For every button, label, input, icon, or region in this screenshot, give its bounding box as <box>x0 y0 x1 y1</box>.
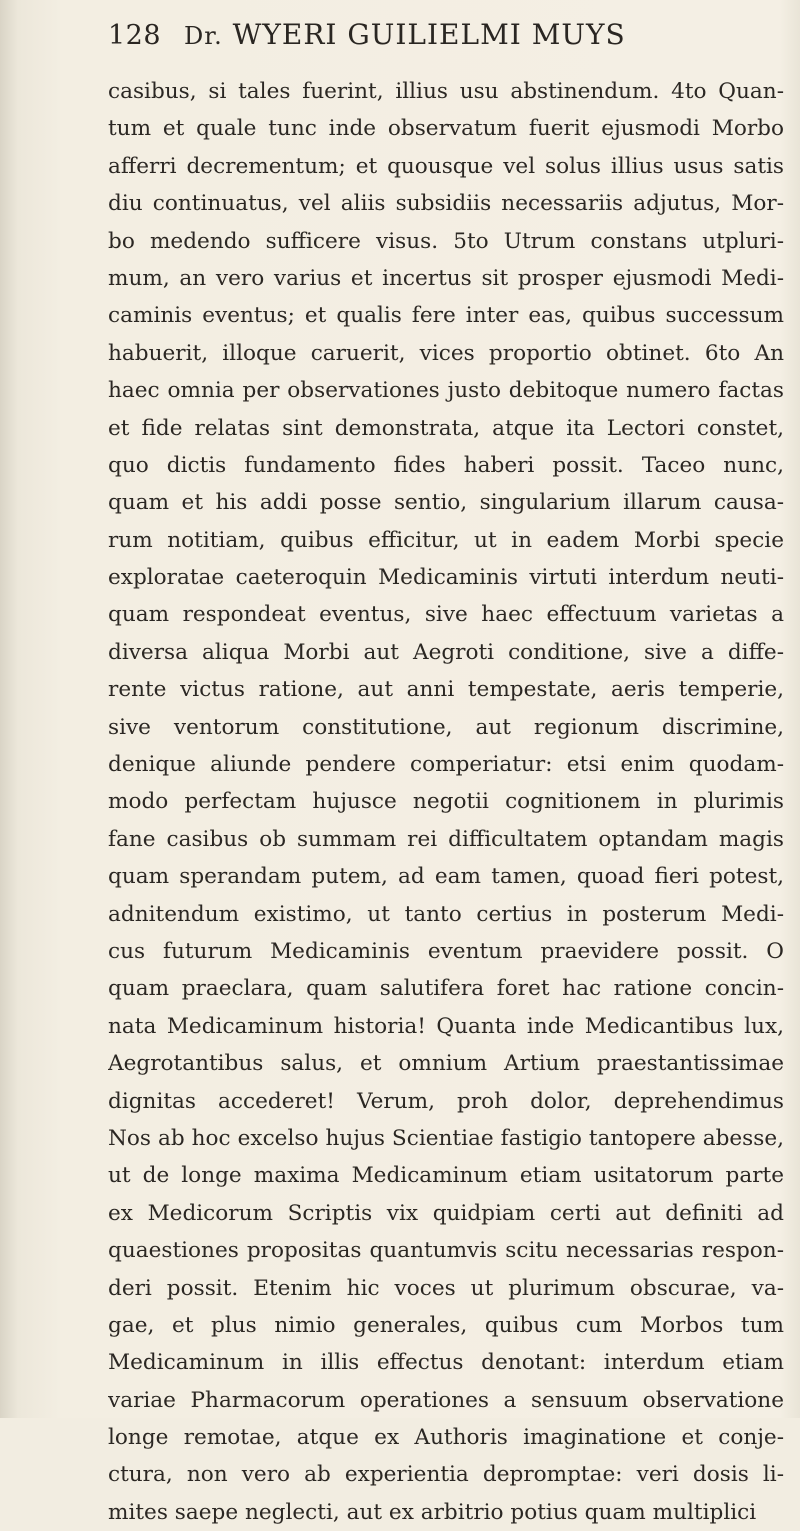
text-line: habuerit, illoque caruerit, vices proportio obtinet. 6to An <box>108 340 784 366</box>
text-line: sive ventorum constitutione, aut regionum discrimine, <box>108 714 784 740</box>
text-line: ctura, non vero ab experientia depromptae: veri dosis li- <box>108 1462 784 1488</box>
text-line: diu continuatus, vel aliis subsidiis necessariis adjutus, Mor- <box>108 191 784 217</box>
text-line: gae, et plus nimio generales, quibus cum Morbos tum <box>108 1312 784 1338</box>
text-line: quaestiones propositas quantumvis scitu necessarias respon- <box>108 1238 784 1264</box>
text-line: longe remotae, atque ex Authoris imaginatione et conje- <box>108 1425 784 1451</box>
text-line: casibus, si tales fuerint, illius usu abstinendum. 4to Quan- <box>108 79 784 104</box>
body-text <box>108 73 784 1531</box>
text-line: rum notitiam, quibus efficitur, ut in eadem Morbi specie <box>108 527 784 553</box>
text-line: haec omnia per observationes justo debitoque numero factas <box>108 378 784 404</box>
running-title <box>184 18 626 51</box>
text-line: diversa aliqua Morbi aut Aegroti conditione, sive a diffe- <box>108 639 784 665</box>
text-line: Nos ab hoc excelso hujus Scientiae fastigio tantopere abesse, <box>108 1125 784 1151</box>
text-line: fane casibus ob summam rei difficultatem optandam magis <box>108 826 784 852</box>
text-line: rente victus ratione, aut anni tempestate, aeris temperie, <box>108 677 784 703</box>
page-number: 128 <box>108 20 162 51</box>
text-line: quam praeclara, quam salutifera foret hac ratione concin- <box>108 976 784 1002</box>
text-line: ex Medicorum Scriptis vix quidpiam certi aut definiti ad <box>108 1200 784 1226</box>
text-line: deri possit. Etenim hic voces ut plurimum obscurae, va- <box>108 1275 784 1301</box>
text-line: quam sperandam putem, ad eam tamen, quoad fieri potest, <box>108 864 784 890</box>
running-title-text: WYERI GUILIELMI MUYS <box>232 18 626 51</box>
text-line: Medicaminum in illis effectus denotant: interdum etiam <box>108 1350 784 1376</box>
text-line: adnitendum existimo, ut tanto certius in posterum Medi- <box>108 901 784 927</box>
text-line: caminis eventus; et qualis fere inter eas, quibus successum <box>108 303 784 329</box>
text-line: nata Medicaminum historia! Quanta inde Medicantibus lux, <box>108 1013 784 1039</box>
text-line: exploratae caeteroquin Medicaminis virtuti interdum neuti- <box>108 565 784 591</box>
text-line: et fide relatas sint demonstrata, atque ita Lectori constet, <box>108 415 784 441</box>
text-line: cus futurum Medicaminis eventum praevidere possit. O <box>108 938 784 964</box>
text-line: quam respondeat eventus, sive haec effectuum varietas a <box>108 602 784 628</box>
text-line: bo medendo sufficere visus. 5to Utrum constans utpluri- <box>108 228 784 254</box>
text-line: ut de longe maxima Medicaminum etiam usitatorum parte <box>108 1163 784 1189</box>
page-header <box>108 14 760 58</box>
text-line: mites saepe neglecti, aut ex arbitrio potius quam multiplici <box>108 1499 757 1525</box>
text-line: denique aliunde pendere comperiatur: etsi enim quodam- <box>108 752 784 778</box>
text-line: dignitas accederet! Verum, proh dolor, deprehendimus <box>108 1088 784 1114</box>
text-line: variae Pharmacorum operationes a sensuum observatione <box>108 1387 784 1413</box>
text-line: Aegrotantibus salus, et omnium Artium praestantissimae <box>108 1051 784 1077</box>
text-line: afferri decrementum; et quousque vel solus illius usus satis <box>108 153 784 179</box>
text-line: quo dictis fundamento fides haberi possit. Taceo nunc, <box>108 452 784 478</box>
text-line: modo perfectam hujusce negotii cognitionem in plurimis <box>108 789 784 815</box>
running-title-prefix: Dr. <box>184 22 223 50</box>
text-line: mum, an vero varius et incertus sit prosper ejusmodi Medi- <box>108 265 784 291</box>
text-line: tum et quale tunc inde observatum fuerit ejusmodi Morbo <box>108 116 784 142</box>
text-line: quam et his addi posse sentio, singularium illarum causa- <box>108 490 784 516</box>
